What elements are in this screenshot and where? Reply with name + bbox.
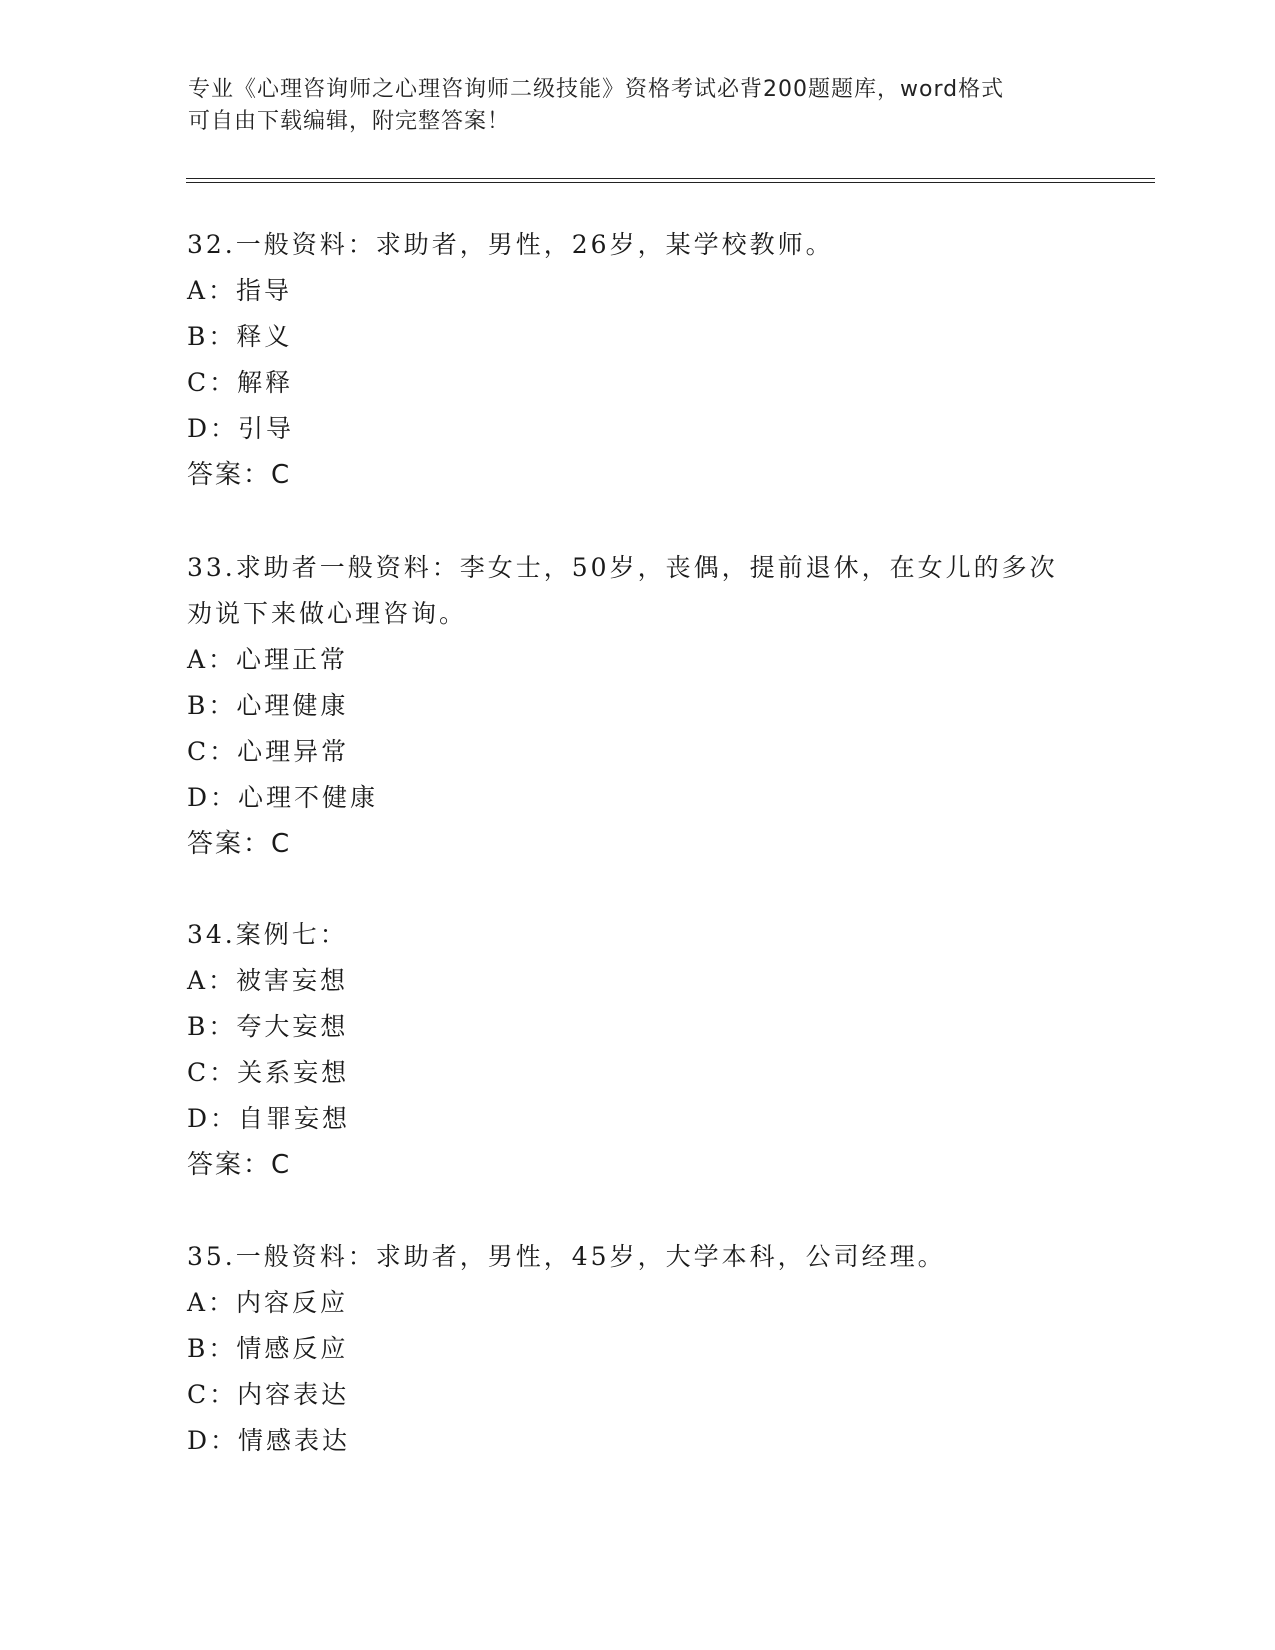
option-b: B：情感反应 — [187, 1334, 349, 1363]
option-b: B：心理健康 — [187, 691, 349, 720]
answer-value: C — [271, 1150, 291, 1180]
question-stem: 35.一般资料：求助者，男性，45岁，大学本科，公司经理。 — [187, 1242, 946, 1271]
option-c: C：关系妄想 — [187, 1058, 350, 1087]
answer-value: C — [271, 829, 291, 859]
option-c: C：内容表达 — [187, 1380, 350, 1409]
document-header — [188, 74, 1078, 138]
question-stem: 32.一般资料：求助者，男性，26岁，某学校教师。 — [187, 230, 834, 259]
question-stem: 34.案例七： — [187, 920, 348, 949]
answer-label: 答案： — [187, 1150, 272, 1180]
header-divider-top — [186, 178, 1155, 179]
answer-label: 答案： — [187, 460, 272, 490]
answer-line — [187, 1142, 1087, 1188]
option-b: B：夸大妄想 — [187, 1012, 349, 1041]
option-a: A：内容反应 — [187, 1288, 349, 1317]
answer-line — [187, 452, 1087, 498]
option-b: B：释义 — [187, 322, 293, 351]
option-d: D：心理不健康 — [187, 783, 379, 812]
header-divider-bottom — [186, 182, 1155, 183]
question-35 — [187, 1234, 1087, 1464]
answer-label: 答案： — [187, 829, 272, 859]
answer-line — [187, 821, 1087, 867]
option-a: A：指导 — [187, 276, 293, 305]
option-c: C：解释 — [187, 368, 294, 397]
option-d: D：情感表达 — [187, 1426, 351, 1455]
option-d: D：引导 — [187, 414, 295, 443]
answer-value: C — [271, 460, 291, 490]
question-32 — [187, 222, 1087, 498]
question-33 — [187, 545, 1087, 867]
header-line-1: 专业《心理咨询师之心理咨询师二级技能》资格考试必背200题题库，word格式 — [188, 77, 1005, 102]
question-34 — [187, 912, 1087, 1188]
question-stem: 33.求助者一般资料：李女士，50岁，丧偶，提前退休，在女儿的多次劝说下来做心理咨询。 — [187, 553, 1058, 628]
option-d: D：自罪妄想 — [187, 1104, 351, 1133]
option-c: C：心理异常 — [187, 737, 350, 766]
option-a: A：心理正常 — [187, 645, 349, 674]
header-line-2: 可自由下载编辑，附完整答案！ — [188, 109, 511, 134]
option-a: A：被害妄想 — [187, 966, 349, 995]
